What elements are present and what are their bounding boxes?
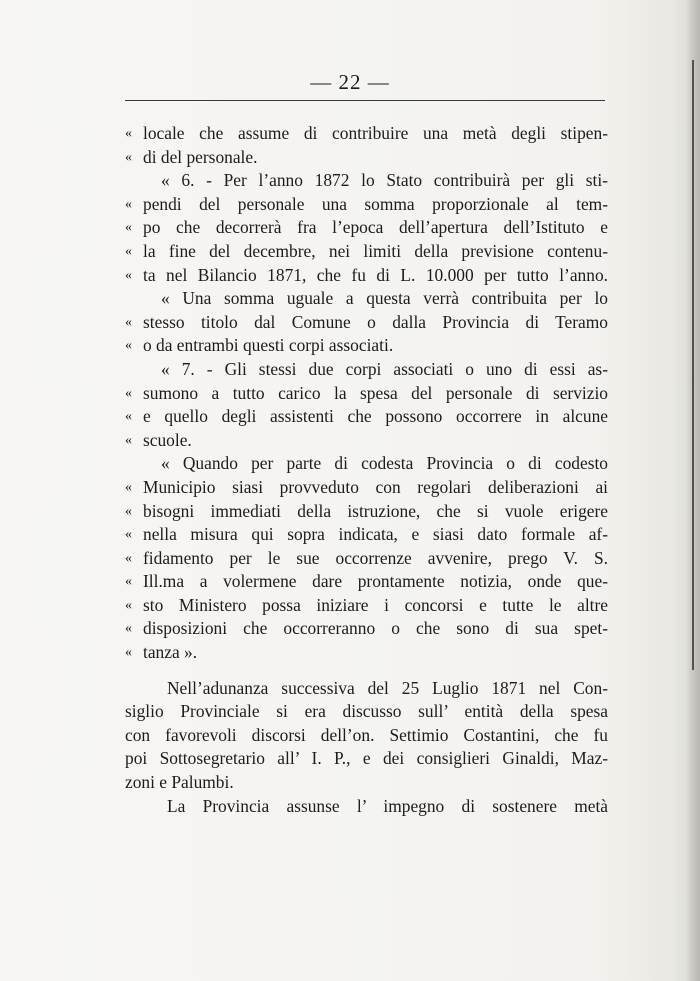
- text-line: [125, 122, 608, 146]
- quote-mark: «: [125, 267, 132, 283]
- line-text: bisogni immediati della istruzione, che si vuole erigere: [143, 500, 608, 521]
- text-line: [125, 146, 608, 170]
- line-text: Municipio siasi provveduto con regolari deliberazioni ai: [143, 476, 608, 497]
- line-text: nella misura qui sopra indicata, e siasi dato formale af-: [143, 524, 608, 545]
- quote-mark: «: [125, 385, 132, 401]
- text-line: [125, 382, 608, 406]
- line-text: sto Ministero possa iniziare i concorsi e tutte le altre: [143, 594, 608, 615]
- line-text: zoni e Palumbi.: [125, 772, 234, 793]
- text-line: [125, 169, 608, 193]
- line-text: La Provincia assunse l’ impegno di sostenere metà: [167, 795, 608, 816]
- quote-mark: «: [125, 196, 132, 212]
- quote-mark: «: [125, 220, 132, 236]
- spine-edge-line: [692, 60, 694, 670]
- quote-mark: «: [125, 409, 132, 425]
- line-text: di del personale.: [143, 146, 258, 167]
- line-text: siglio Provinciale si era discusso sull’ entità della spesa: [125, 701, 608, 722]
- text-line: [125, 677, 608, 701]
- text-line: [125, 240, 608, 264]
- quote-mark: «: [125, 527, 132, 543]
- quoted-decree-block: [125, 122, 608, 665]
- quote-mark: «: [125, 314, 132, 330]
- text-line: [125, 476, 608, 500]
- line-text: con favorevoli discorsi dell’on. Settimio Costantini, che fu: [125, 724, 608, 745]
- line-text: pendi del personale una somma proporzionale al tem-: [143, 193, 608, 214]
- line-text: la fine del decembre, nei limiti della previsione contenu-: [143, 240, 608, 261]
- quote-mark: «: [125, 149, 132, 165]
- line-text: Nell’adunanza successiva del 25 Luglio 1871 nel Con-: [167, 677, 608, 698]
- text-line: [125, 594, 608, 618]
- quote-mark: «: [125, 479, 132, 495]
- text-line: [125, 311, 608, 335]
- text-line: [125, 500, 608, 524]
- text-line: [125, 617, 608, 641]
- text-line: [125, 264, 608, 288]
- line-text: locale che assume di contribuire una metà degli stipen-: [143, 123, 608, 143]
- line-text: e quello degli assistenti che possono occorrere in alcune: [143, 406, 608, 427]
- text-line: [125, 405, 608, 429]
- text-line: [125, 358, 608, 382]
- text-line: [125, 795, 608, 819]
- quote-mark: «: [125, 432, 132, 448]
- text-line: [125, 547, 608, 571]
- header-rule: [125, 100, 605, 101]
- quote-mark: «: [125, 597, 132, 613]
- body-text: [125, 122, 608, 818]
- line-text: disposizioni che occorreranno o che sono di sua spet-: [143, 618, 608, 639]
- line-text: sumono a tutto carico la spesa del personale di servizio: [143, 382, 608, 403]
- line-text: « 7. - Gli stessi due corpi associati o uno di essi as-: [161, 358, 608, 379]
- line-text: ta nel Bilancio 1871, che fu di L. 10.000 per tutto l’anno.: [143, 264, 608, 285]
- line-text: « Una somma uguale a questa verrà contribuita per lo: [161, 288, 608, 309]
- text-line: [125, 216, 608, 240]
- quote-mark: «: [125, 503, 132, 519]
- text-line: [125, 334, 608, 358]
- narrative-paragraph: [125, 677, 608, 819]
- line-text: o da entrambi questi corpi associati.: [143, 335, 394, 356]
- text-line: [125, 724, 608, 748]
- line-text: po che decorrerà fra l’epoca dell’apertura dell’Istituto e: [143, 217, 608, 238]
- text-line: [125, 429, 608, 453]
- text-line: [125, 771, 608, 795]
- quote-mark: «: [125, 338, 132, 354]
- line-text: stesso titolo dal Comune o dalla Provincia di Teramo: [143, 311, 608, 332]
- quote-mark: «: [125, 645, 132, 661]
- line-text: poi Sottosegretario all’ I. P., e dei consiglieri Ginaldi, Maz-: [125, 748, 608, 769]
- text-line: [125, 700, 608, 724]
- text-line: [125, 523, 608, 547]
- line-text: fidamento per le sue occorrenze avvenire, prego V. S.: [143, 547, 608, 568]
- text-line: [125, 747, 608, 771]
- page-number: — 22 —: [310, 70, 390, 94]
- text-line: [125, 641, 608, 665]
- line-text: « 6. - Per l’anno 1872 lo Stato contribuirà per gli sti-: [161, 170, 608, 191]
- quote-mark: «: [125, 621, 132, 637]
- text-line: [125, 287, 608, 311]
- line-text: « Quando per parte di codesta Provincia o di codesto: [161, 453, 608, 474]
- quote-mark: «: [125, 126, 132, 141]
- line-text: scuole.: [143, 429, 192, 450]
- line-text: tanza ».: [143, 642, 198, 663]
- text-line: [125, 452, 608, 476]
- text-line: [125, 570, 608, 594]
- text-line: [125, 193, 608, 217]
- quote-mark: «: [125, 243, 132, 259]
- line-text: Ill.ma a volermene dare prontamente notizia, onde que-: [143, 571, 608, 592]
- quote-mark: «: [125, 550, 132, 566]
- quote-mark: «: [125, 574, 132, 590]
